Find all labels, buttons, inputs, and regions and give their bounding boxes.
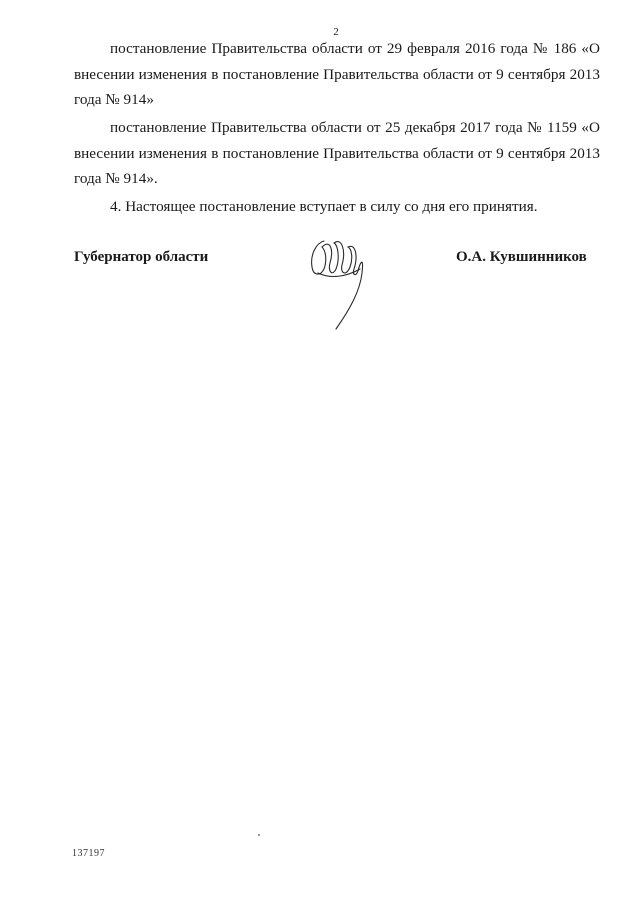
scan-speck [258, 834, 260, 836]
paragraph-repeal-item-1 [74, 36, 600, 113]
signatory-name: О.А. Кувшинников [456, 249, 587, 265]
paragraph-text: постановление Правительства области от 25 декабря 2017 года № 1159 «О внесении изменения в постановление Правительства области от 9 сентября 2013 года № 914». [74, 119, 600, 187]
signatory-title: Губернатор области [74, 249, 209, 265]
document-code: 137197 [72, 848, 105, 859]
paragraph-repeal-item-2 [74, 115, 600, 192]
paragraph-effective-date [74, 194, 600, 220]
paragraph-text: 4. Настоящее постановление вступает в силу со дня его принятия. [110, 198, 538, 215]
paragraph-text: постановление Правительства области от 29 февраля 2016 года № 186 «О внесении изменения в постановление Правительства области от 9 сентября 2013 года № 914» [74, 40, 600, 108]
handwritten-signature [300, 233, 380, 333]
page-number: 2 [333, 26, 339, 38]
